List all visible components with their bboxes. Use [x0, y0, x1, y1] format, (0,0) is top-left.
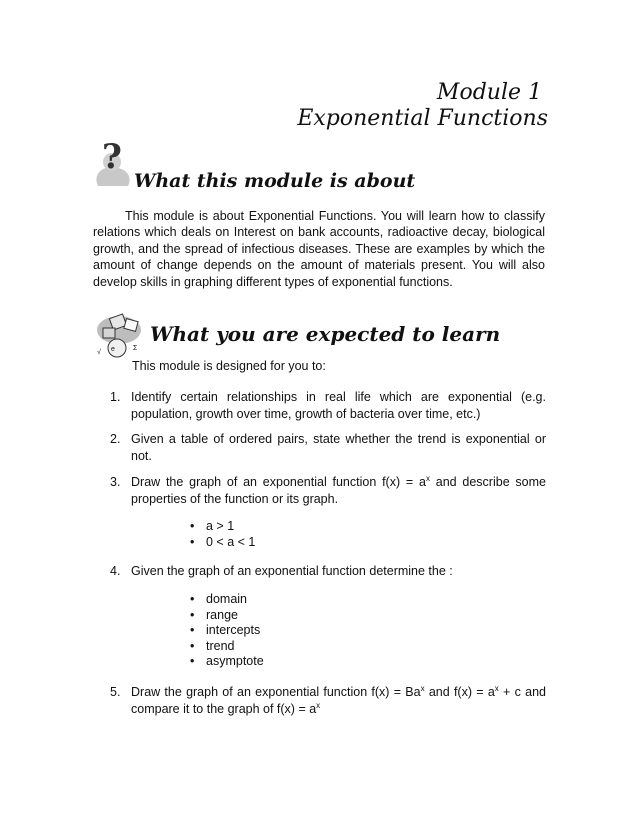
item-number: 5. — [110, 685, 121, 699]
question-mark-icon — [92, 138, 136, 194]
svg-text:?: ? — [102, 138, 122, 177]
item-text: Identify certain relationships in real life which are exponential (e.g. population, growth over time, growth of bacteria over time, etc.) — [131, 390, 546, 421]
bullet-item: • trend — [190, 639, 235, 653]
item-number: 2. — [110, 432, 121, 446]
list-item-5 — [110, 684, 546, 717]
bullet-item: • intercepts — [190, 623, 261, 637]
learning-cubes-icon — [93, 306, 155, 362]
bullet-item: • asymptote — [190, 654, 264, 668]
bullet-item: • domain — [190, 592, 247, 606]
item-text: Given the graph of an exponential function determine the : — [131, 564, 453, 578]
list-item-1 — [110, 389, 546, 422]
module-number: Module 1 — [436, 80, 542, 105]
bullet-item: • range — [190, 608, 238, 622]
item-number: 4. — [110, 564, 121, 578]
section-heading-about: What this module is about — [134, 170, 416, 192]
list-item-4 — [110, 563, 546, 580]
svg-text:Σ: Σ — [133, 345, 138, 352]
item-text: Given a table of ordered pairs, state whether the trend is exponential or not. — [131, 432, 546, 463]
about-paragraph — [93, 208, 545, 290]
about-paragraph-text: This module is about Exponential Functions. You will learn how to classify relations which deals on Interest on bank accounts, radioactive decay, biological growth, and the spread of infectious diseases. These are examples by which the amount of change depends on the amount of materials present. You will also develop skills in graphing different types of exponential functions. — [93, 209, 545, 289]
bullet-item: • a > 1 — [190, 519, 235, 533]
learn-intro: This module is designed for you to: — [132, 359, 326, 373]
bullet-item: • 0 < a < 1 — [190, 535, 256, 549]
list-item-2 — [110, 431, 546, 464]
item-number: 3. — [110, 475, 121, 489]
section-heading-learn: What you are expected to learn — [150, 322, 501, 346]
svg-text:e: e — [111, 346, 115, 353]
item-number: 1. — [110, 390, 121, 404]
item-text: Draw the graph of an exponential function $f(x) = a^x$ and describe some properties of the function or its graph. — [131, 474, 547, 506]
svg-text:√: √ — [97, 349, 101, 356]
item-text: Draw the graph of an exponential function $f(x) = Ba^x$ and $f(x) = a^x + c$ and compare it to the graph of $f(x) = a^x$ — [131, 684, 546, 716]
module-title: Exponential Functions — [297, 106, 548, 131]
list-item-3 — [110, 474, 546, 507]
